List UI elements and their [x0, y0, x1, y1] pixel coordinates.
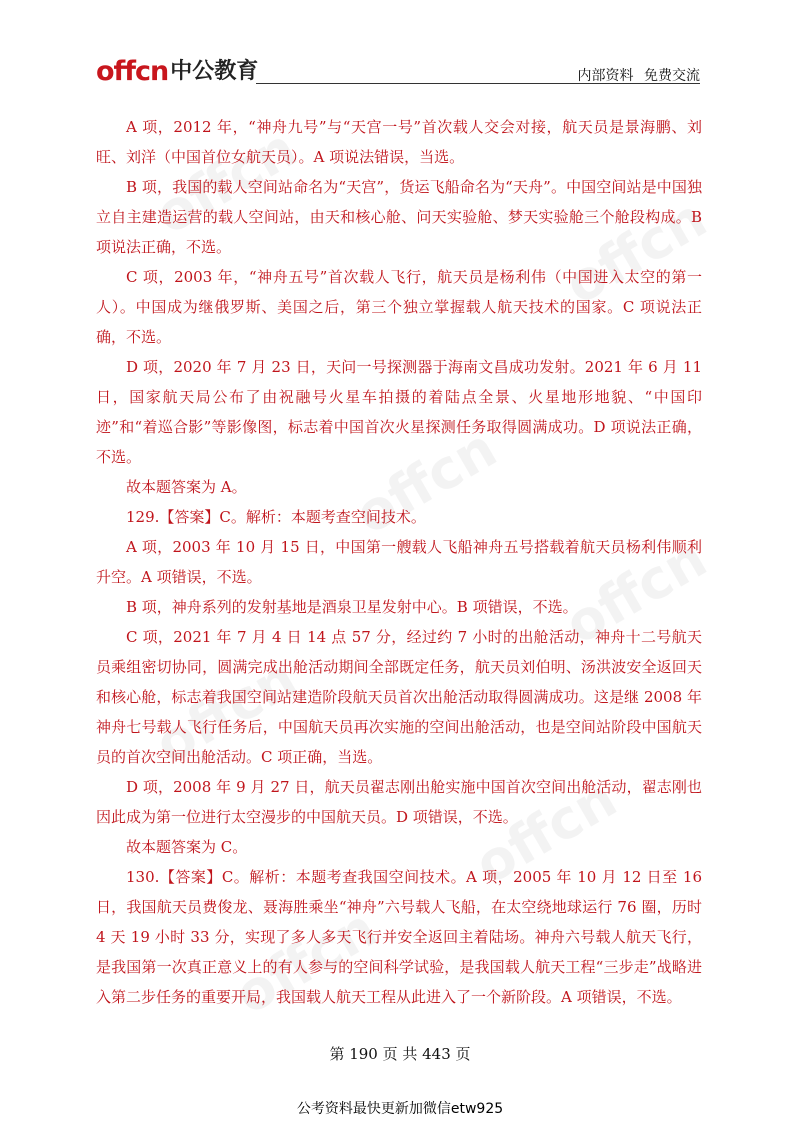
page-number: 第 190 页 共 443 页 [329, 1045, 471, 1063]
paragraph: A 项，2003 年 10 月 15 日，中国第一艘载人飞船神舟五号搭载着航天员杨利伟顺利升空。A 项错误，不选。 [96, 538, 702, 586]
paragraph: A 项，2012 年，“神舟九号”与“天宫一号”首次载人交会对接，航天员是景海鹏、刘旺、刘洋（中国首位女航天员）。A 项说法错误，当选。 [96, 118, 702, 166]
footer-note: 公考资料最快更新加微信etw925 [296, 1101, 504, 1117]
paragraph: 129.【答案】C。解析：本题考查空间技术。 [126, 508, 426, 526]
document-body [96, 112, 702, 1012]
paragraph: 故本题答案为 C。 [126, 838, 248, 856]
offcn-logo [96, 58, 258, 86]
paragraph: 130.【答案】C。解析：本题考查我国空间技术。A 项，2005 年 10 月 12 日至 16 日，我国航天员费俊龙、聂海胜乘坐“神舟”六号载人飞船，在太空绕地球运行 76 圈，历时 4 天 19 小时 33 分，实现了多人多天飞行并安全返回主着陆场。神舟六号载人航天飞行，是我国第一次真正意义上的有人参与的空间科学试验，是我国载人航天工程“三步走”战略进入第二步任务的重要开局，我国载人航天工程从此进入了一个新阶段。A 项错误，不选。 [96, 868, 702, 1006]
header-note: 内部资料 免费交流 [577, 68, 700, 84]
paragraph: D 项，2020 年 7 月 23 日，天问一号探测器于海南文昌成功发射。2021 年 6 月 11 日，国家航天局公布了由祝融号火星车拍摄的着陆点全景、火星地形地貌、“中国印迹”和“着巡合影”等影像图，标志着中国首次火星探测任务取得圆满成功。D 项说法正确，不选。 [96, 358, 702, 466]
paragraph: C 项，2003 年，“神舟五号”首次载人飞行，航天员是杨利伟（中国进入太空的第一人）。中国成为继俄罗斯、美国之后，第三个独立掌握载人航天技术的国家。C 项说法正确，不选。 [96, 268, 702, 346]
paragraph: D 项，2008 年 9 月 27 日，航天员翟志刚出舱实施中国首次空间出舱活动，翟志刚也因此成为第一位进行太空漫步的中国航天员。D 项错误，不选。 [96, 778, 702, 826]
paragraph: B 项，我国的载人空间站命名为“天宫”，货运飞船命名为“天舟”。中国空间站是中国独立自主建造运营的载人空间站，由天和核心舱、问天实验舱、梦天实验舱三个舱段构成。B 项说法正确，不选。 [96, 178, 702, 256]
paragraph: 故本题答案为 A。 [126, 478, 247, 496]
paragraph: B 项，神舟系列的发射基地是酒泉卫星发射中心。B 项错误，不选。 [126, 598, 578, 616]
logo-offcn-text: offcn [96, 56, 169, 87]
paragraph: C 项，2021 年 7 月 4 日 14 点 57 分，经过约 7 小时的出舱活动，神舟十二号航天员乘组密切协同，圆满完成出舱活动期间全部既定任务，航天员刘伯明、汤洪波安全返回天和核心舱，标志着我国空间站建造阶段航天员首次出舱活动取得圆满成功。这是继 2008 年神舟七号载人飞行任务后，中国航天员再次实施的空间出舱活动，也是空间站阶段中国航天员的首次空间出舱活动。C 项正确，当选。 [96, 628, 702, 766]
page-header [96, 58, 700, 90]
logo-cn-text: 中公教育 [170, 59, 259, 84]
